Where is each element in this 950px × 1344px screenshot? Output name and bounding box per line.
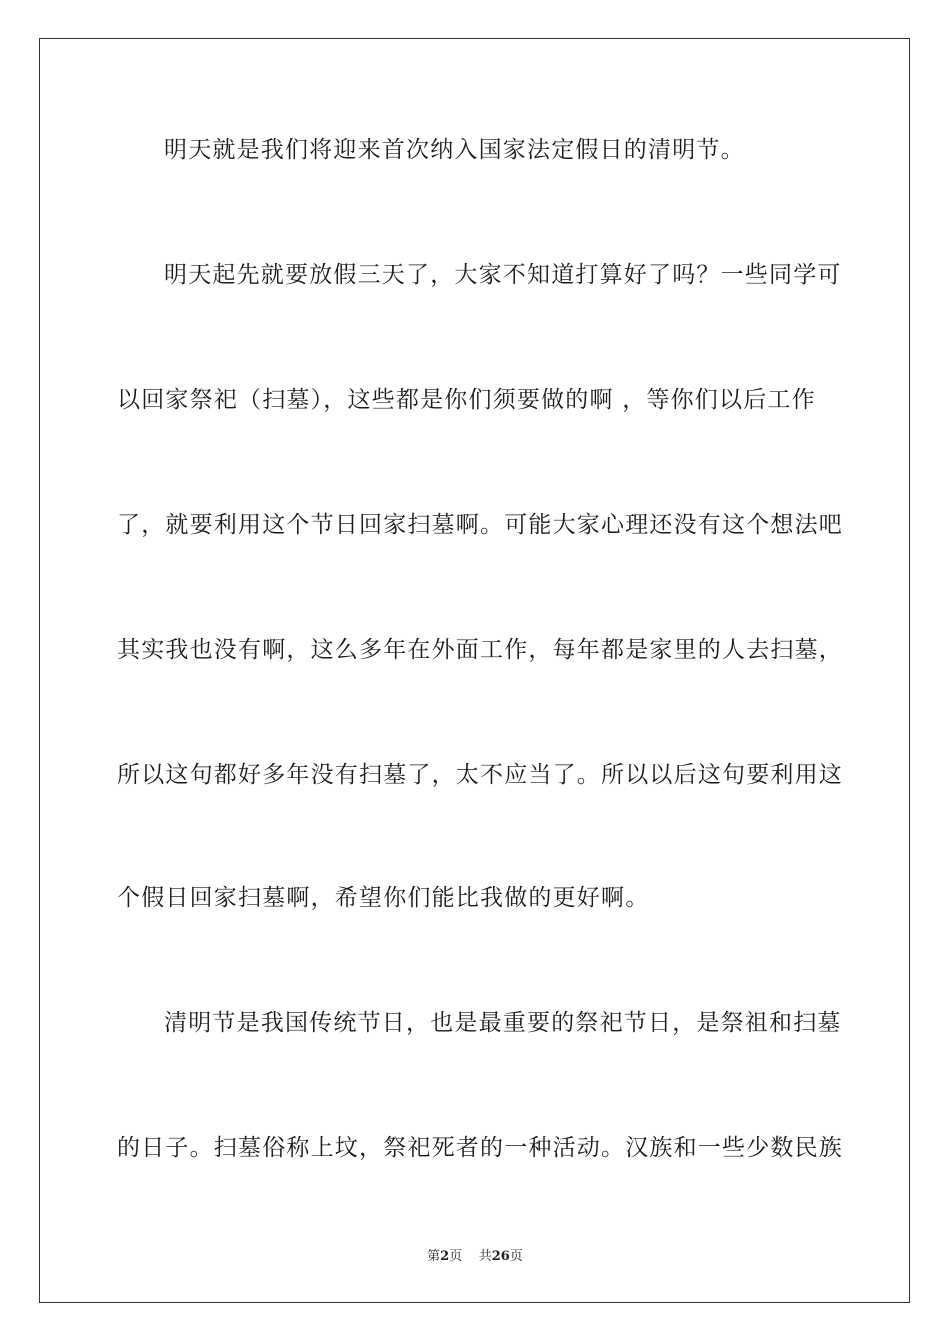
paragraph-2-line-6: 个假日回家扫墓啊，希望你们能比我做的更好啊。 (117, 885, 650, 911)
paragraph-2-line-1: 明天起先就要放假三天了，大家不知道打算好了吗？一些同学可 (164, 262, 842, 288)
paragraph-2-line-5: 所以这句都好多年没有扫墓了，太不应当了。所以以后这句要利用这 (117, 762, 843, 788)
page-suffix: 页 (449, 1249, 463, 1264)
total-prefix: 共 (478, 1249, 492, 1264)
page-border (39, 38, 910, 1303)
paragraph-3-line-1: 清明节是我国传统节日，也是最重要的祭祀节日，是祭祖和扫墓 (164, 1010, 842, 1036)
total-page-count: 26 (491, 1249, 510, 1264)
page-prefix: 第 (427, 1249, 441, 1264)
current-page-number: 2 (440, 1249, 450, 1264)
paragraph-2-line-4: 其实我也没有啊，这么多年在外面工作，每年都是家里的人去扫墓， (117, 637, 843, 663)
paragraph-2-line-2: 以回家祭祀（扫墓），这些都是你们须要做的啊 ，等你们以后工作 (117, 387, 816, 413)
page-footer (0, 1248, 950, 1266)
paragraph-2-line-3: 了，就要利用这个节日回家扫墓啊。可能大家心理还没有这个想法吧 (117, 512, 843, 538)
total-suffix: 页 (509, 1249, 523, 1264)
paragraph-1-line-1: 明天就是我们将迎来首次纳入国家法定假日的清明节。 (164, 137, 745, 163)
paragraph-3-line-2: 的日子。扫墓俗称上坟，祭祀死者的一种活动。汉族和一些少数民族 (117, 1135, 843, 1161)
